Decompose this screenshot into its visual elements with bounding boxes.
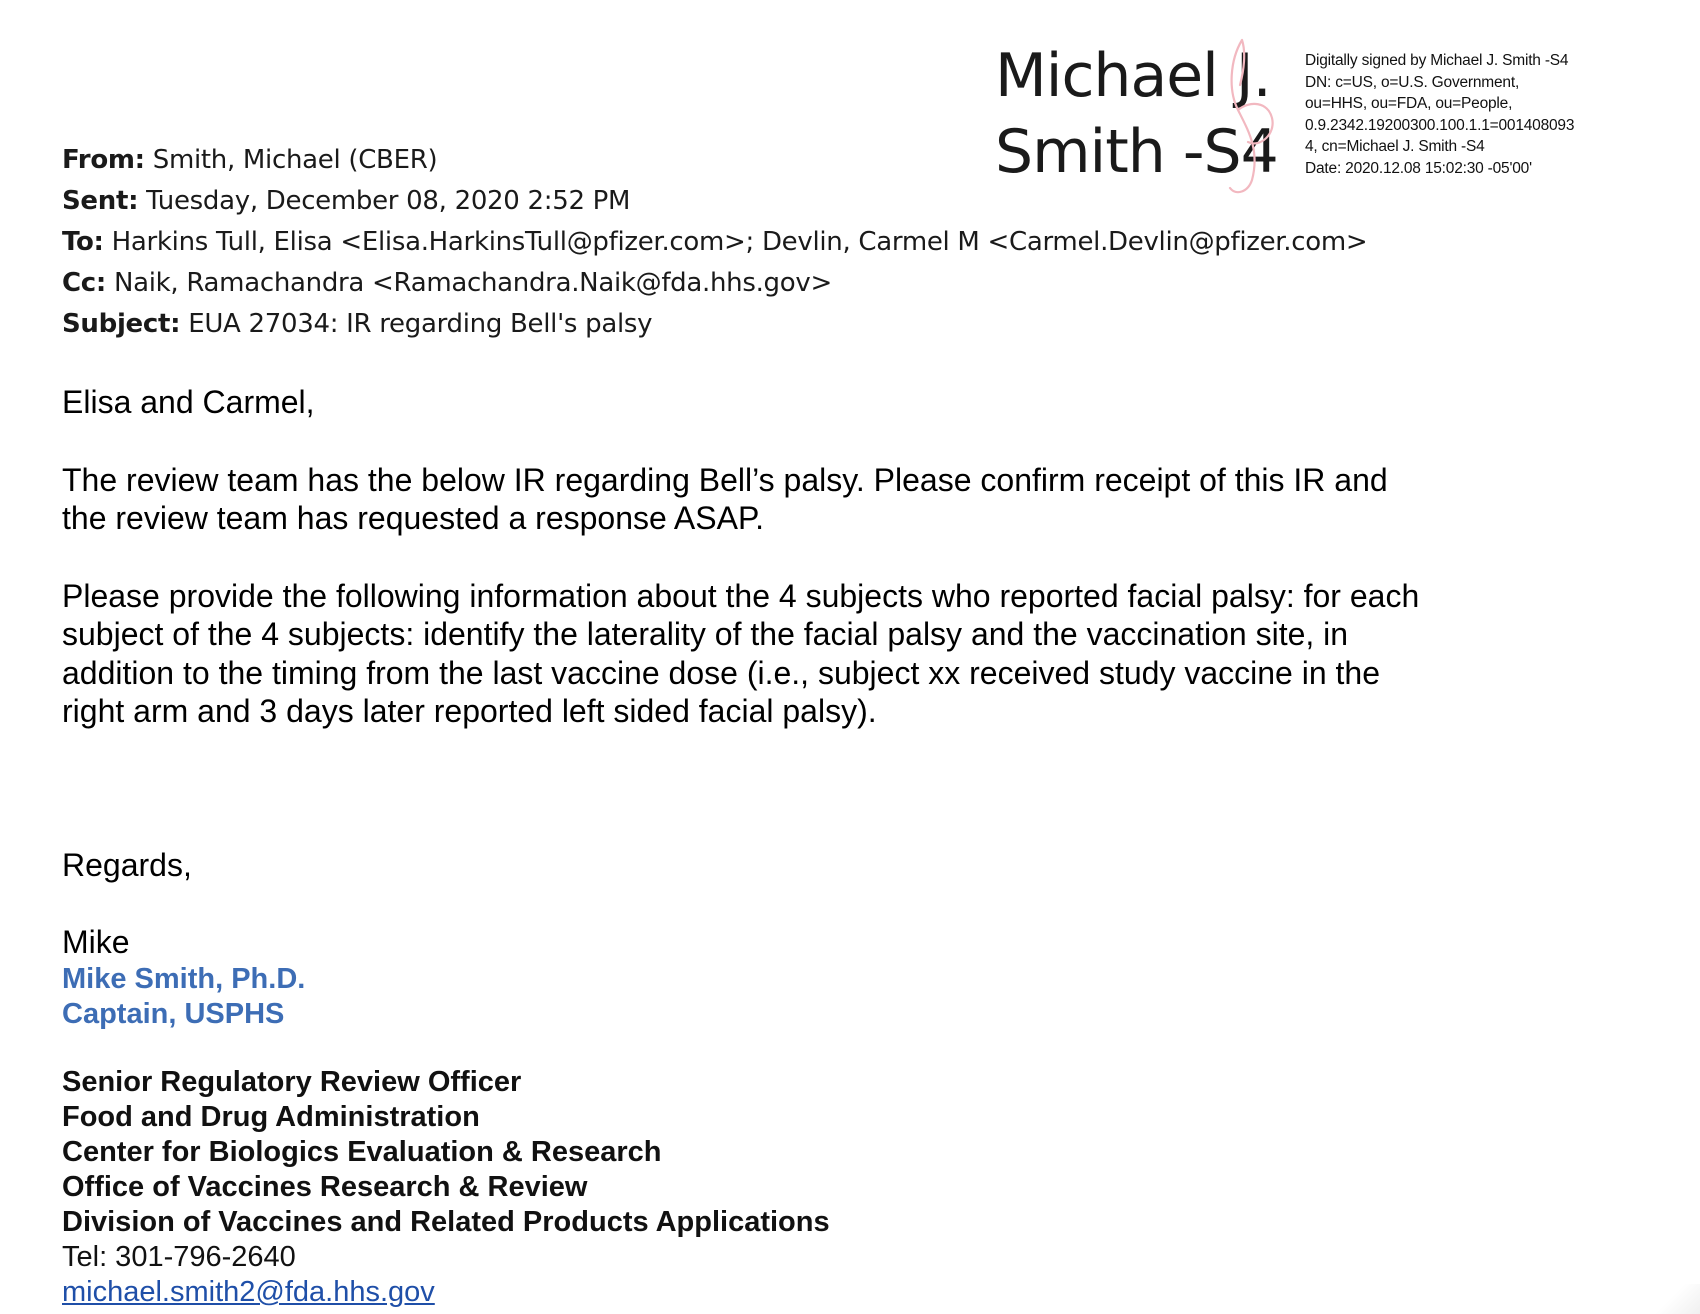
sent-row: [62, 181, 1367, 222]
signature-rank: Captain, USPHS: [62, 998, 285, 1030]
greeting: Elisa and Carmel,: [62, 384, 315, 420]
from-value: Smith, Michael (CBER): [144, 145, 438, 175]
signature-org-line: Office of Vaccines Research & Review: [62, 1171, 588, 1203]
cc-label: Cc:: [62, 268, 106, 298]
signature-org-line: Center for Biologics Evaluation & Research: [62, 1136, 662, 1168]
from-label: From:: [62, 145, 145, 175]
signature-detail-line: Date: 2020.12.08 15:02:30 -05'00': [1305, 159, 1532, 177]
email-signature: [62, 962, 830, 1310]
signature-tel: Tel: 301-796-2640: [62, 1241, 296, 1273]
subject-value: EUA 27034: IR regarding Bell's palsy: [180, 309, 653, 339]
subject-row: [62, 304, 1367, 345]
sent-value: Tuesday, December 08, 2020 2:52 PM: [138, 186, 631, 216]
signature-org-line: Division of Vaccines and Related Products Applications: [62, 1206, 830, 1238]
signature-title: Senior Regulatory Review Officer: [62, 1066, 522, 1098]
sent-label: Sent:: [62, 186, 139, 216]
paragraph-line: The review team has the below IR regarding Bell’s palsy. Please confirm receipt of this IR and: [62, 461, 1388, 498]
paragraph-2: [62, 577, 1622, 731]
sender-first-name: Mike: [62, 924, 130, 960]
subject-label: Subject:: [62, 309, 181, 339]
signature-name: Mike Smith, Ph.D.: [62, 963, 306, 995]
paragraph-1: [62, 461, 1622, 538]
spacer: [62, 1032, 830, 1065]
paragraph-line: right arm and 3 days later reported left sided facial palsy).: [62, 693, 877, 729]
paragraph-line: Please provide the following information about the 4 subjects who reported facial palsy: for each: [62, 577, 1420, 614]
signature-detail-line: Digitally signed by Michael J. Smith -S4: [1305, 52, 1569, 69]
signature-detail-line: 0.9.2342.19200300.100.1.1=001408093: [1305, 116, 1575, 134]
signature-name-line-2: Smith -S4: [995, 117, 1278, 187]
from-row: [62, 140, 1367, 181]
signature-detail-line: DN: c=US, o=U.S. Government,: [1305, 73, 1520, 91]
to-label: To:: [62, 227, 104, 257]
email-header: [62, 140, 1367, 345]
email-body: [62, 383, 1622, 1001]
paragraph-line: addition to the timing from the last vaccine dose (i.e., subject xx received study vaccine in the: [62, 654, 1380, 691]
signature-name-line-1: Michael J.: [995, 41, 1271, 111]
spacer: [62, 770, 1622, 846]
paragraph-line: the review team has requested a response ASAP.: [62, 500, 765, 536]
paragraph-line: subject of the 4 subjects: identify the laterality of the facial palsy and the vaccination site, in: [62, 616, 1349, 652]
cc-row: [62, 263, 1367, 304]
signature-detail-line: ou=HHS, ou=FDA, ou=People,: [1305, 95, 1513, 112]
cc-value: Naik, Ramachandra <Ramachandra.Naik@fda.hhs.gov>: [106, 268, 832, 298]
signature-org-line: Food and Drug Administration: [62, 1101, 480, 1133]
signature-email-link[interactable]: michael.smith2@fda.hhs.gov: [62, 1276, 435, 1308]
signature-detail-line: 4, cn=Michael J. Smith -S4: [1305, 138, 1485, 155]
to-row: [62, 222, 1367, 263]
page-corner: [1640, 1284, 1700, 1314]
to-value: Harkins Tull, Elisa <Elisa.HarkinsTull@pfizer.com>; Devlin, Carmel M <Carmel.Devlin@pfizer.com>: [103, 227, 1368, 257]
regards: Regards,: [62, 846, 192, 883]
